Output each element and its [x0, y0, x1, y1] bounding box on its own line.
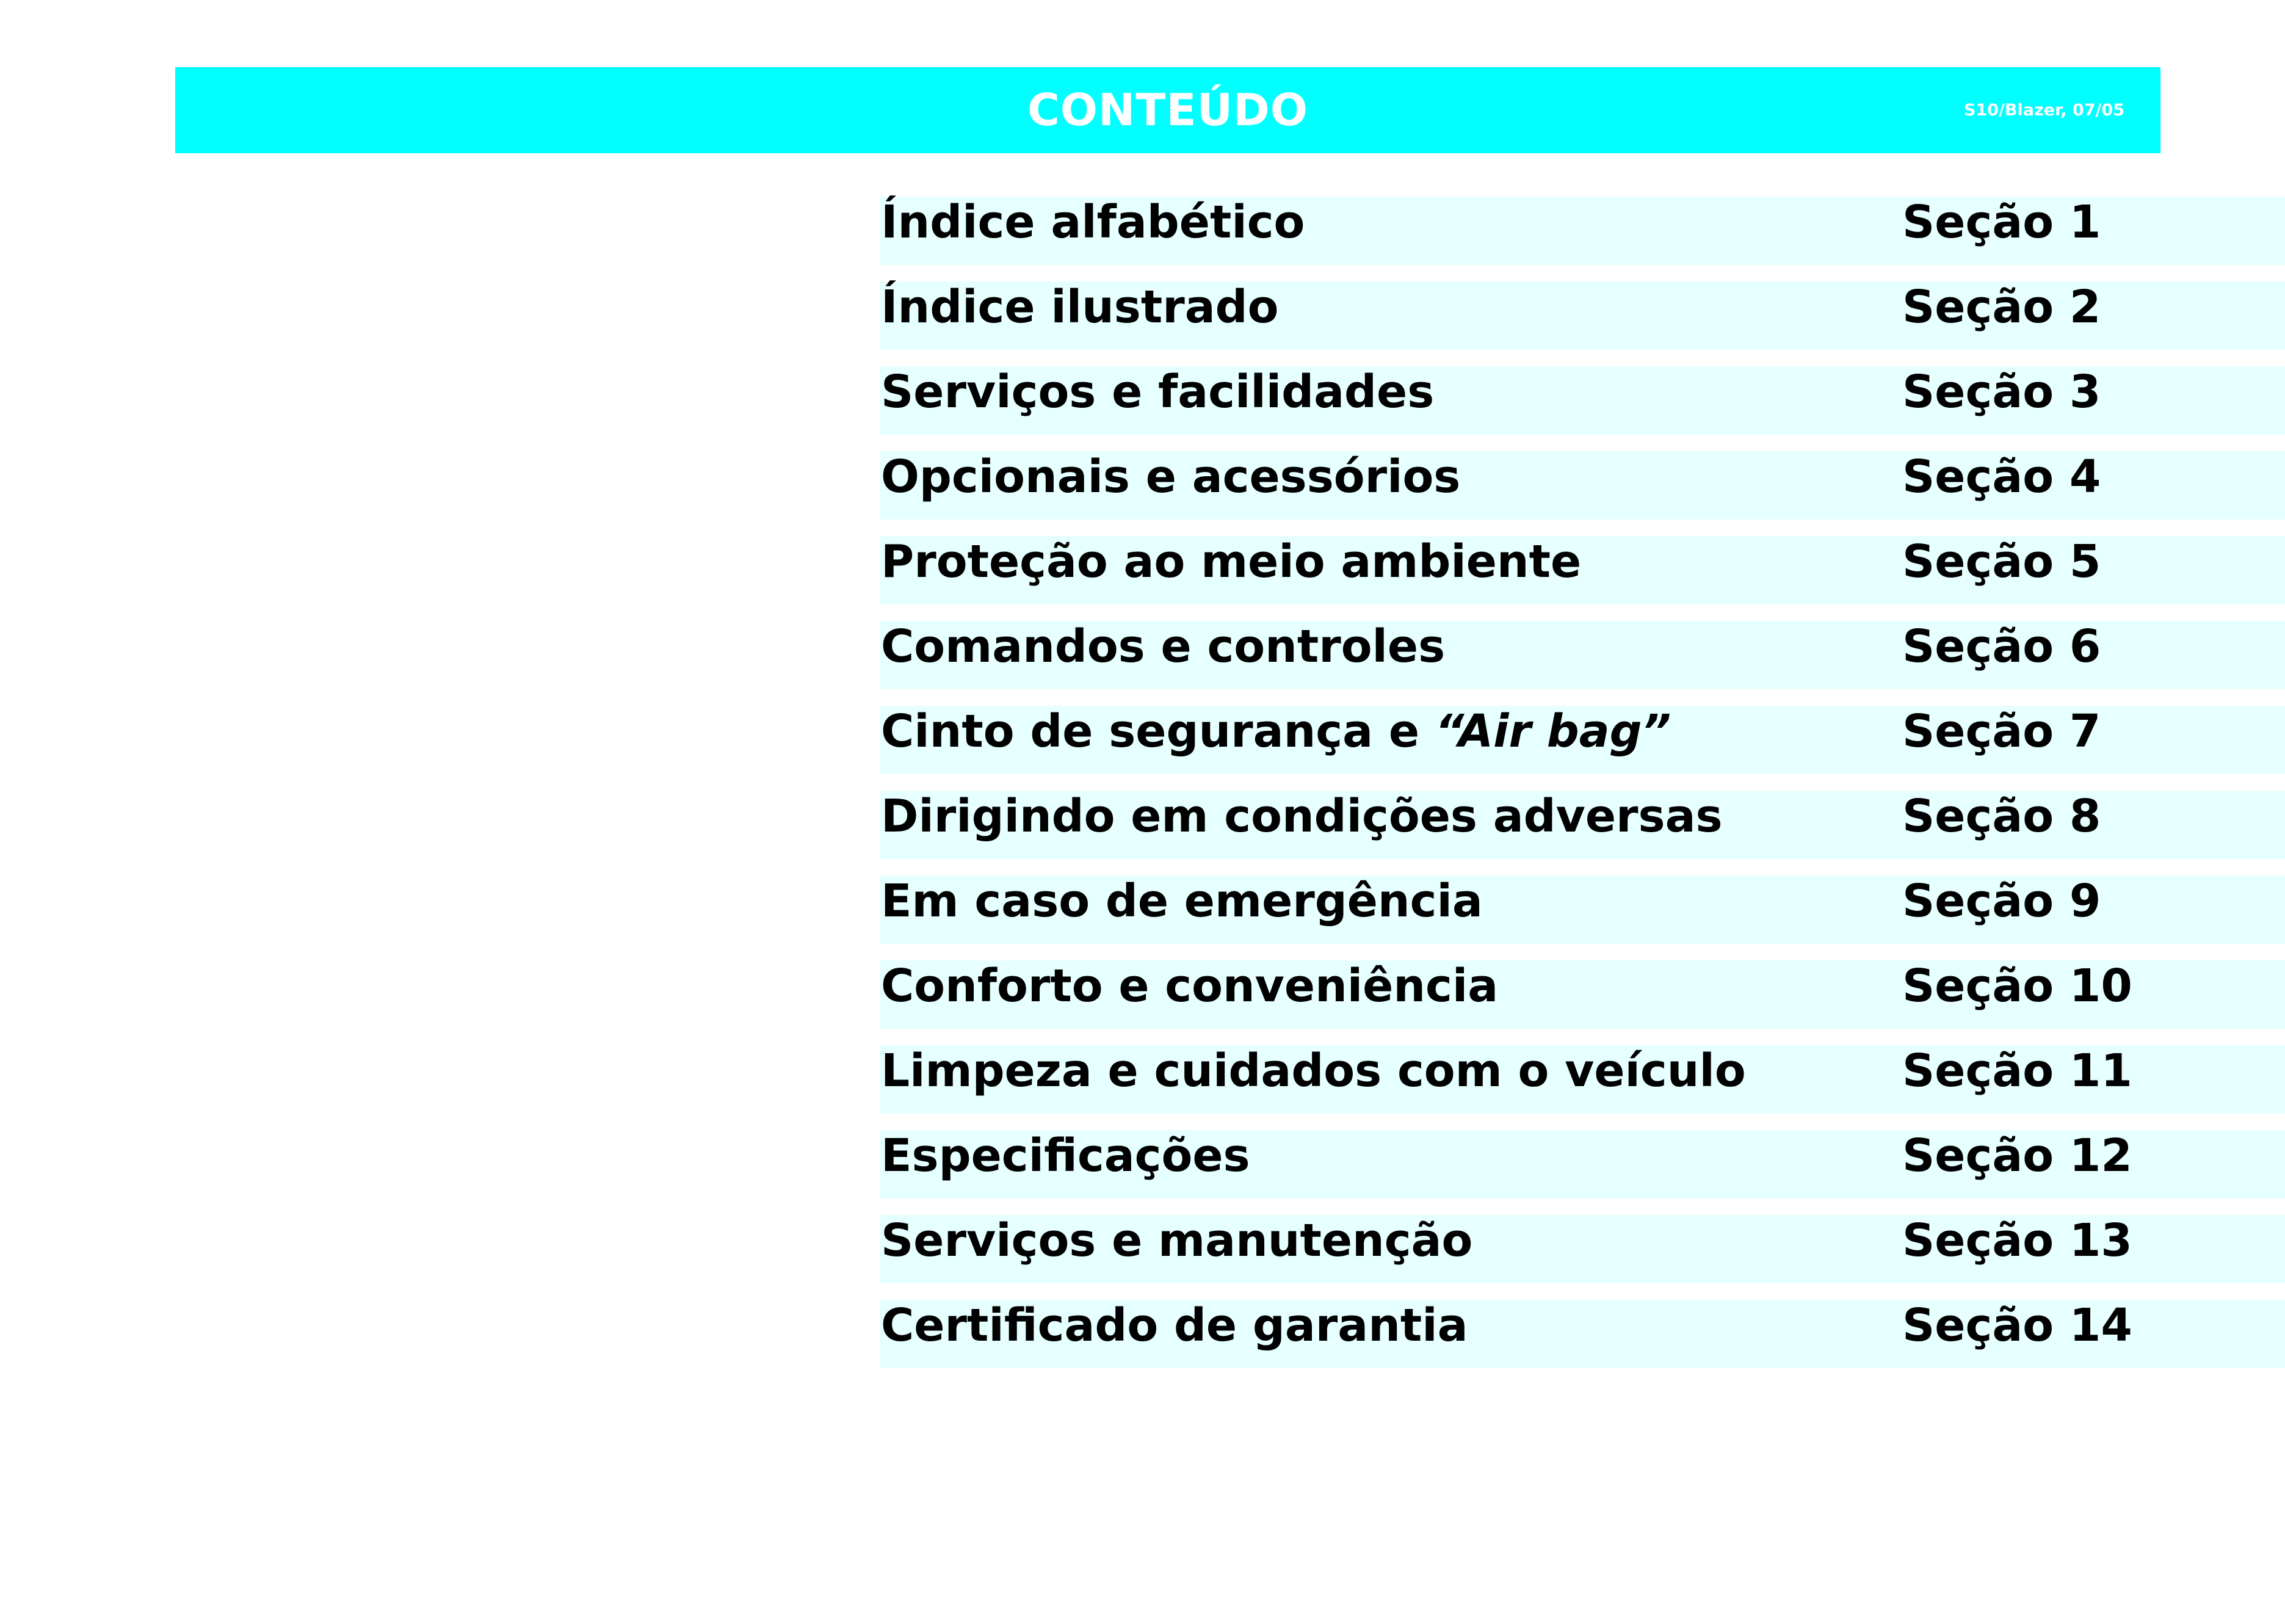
toc-row-2[interactable] [880, 281, 2285, 350]
toc-section: Seção 1 [1902, 196, 2101, 248]
table-of-contents [880, 197, 2285, 1385]
toc-title: Índice ilustrado [881, 281, 1279, 333]
header-bar [175, 67, 2160, 153]
toc-title: Índice alfabético [881, 196, 1305, 248]
toc-title: Dirigindo em condições adversas [881, 790, 1723, 843]
toc-title: Proteção ao meio ambiente [881, 535, 1582, 588]
toc-section: Seção 3 [1902, 366, 2101, 418]
toc-row-13[interactable] [880, 1215, 2285, 1283]
toc-section: Seção 7 [1902, 705, 2101, 758]
toc-title: Em caso de emergência [881, 875, 1483, 927]
toc-title: Conforto e conveniência [881, 960, 1499, 1012]
toc-row-12[interactable] [880, 1130, 2285, 1198]
toc-title-italic: “Air bag” [1435, 705, 1671, 758]
toc-section: Seção 5 [1902, 535, 2101, 588]
toc-title [881, 706, 1671, 774]
toc-title: Certificado de garantia [881, 1299, 1468, 1352]
toc-title: Limpeza e cuidados com o veículo [881, 1045, 1746, 1097]
toc-row-7[interactable] [880, 706, 2285, 774]
toc-row-8[interactable] [880, 791, 2285, 859]
toc-title: Opcionais e acessórios [881, 451, 1461, 503]
page-title: CONTEÚDO [1027, 84, 1309, 136]
toc-section: Seção 8 [1902, 790, 2101, 843]
document-reference: S10/Blazer, 07/05 [1964, 101, 2124, 120]
toc-section: Seção 6 [1902, 620, 2101, 673]
toc-section: Seção 13 [1902, 1214, 2132, 1267]
toc-section: Seção 9 [1902, 875, 2101, 927]
toc-section: Seção 12 [1902, 1129, 2132, 1182]
toc-title-prefix: Cinto de segurança e [881, 705, 1435, 758]
toc-row-11[interactable] [880, 1045, 2285, 1114]
toc-section: Seção 2 [1902, 281, 2101, 333]
toc-row-6[interactable] [880, 621, 2285, 689]
toc-section: Seção 4 [1902, 451, 2101, 503]
toc-section: Seção 11 [1902, 1045, 2132, 1097]
toc-title: Especificações [881, 1129, 1250, 1182]
toc-title: Serviços e facilidades [881, 366, 1435, 418]
toc-title: Comandos e controles [881, 620, 1446, 673]
toc-row-4[interactable] [880, 451, 2285, 520]
toc-row-1[interactable] [880, 197, 2285, 265]
toc-row-3[interactable] [880, 366, 2285, 435]
toc-row-10[interactable] [880, 960, 2285, 1029]
toc-title: Serviços e manutenção [881, 1214, 1473, 1267]
toc-row-9[interactable] [880, 875, 2285, 944]
toc-section: Seção 14 [1902, 1299, 2132, 1352]
toc-row-5[interactable] [880, 536, 2285, 604]
toc-section: Seção 10 [1902, 960, 2132, 1012]
toc-row-14[interactable] [880, 1300, 2285, 1368]
